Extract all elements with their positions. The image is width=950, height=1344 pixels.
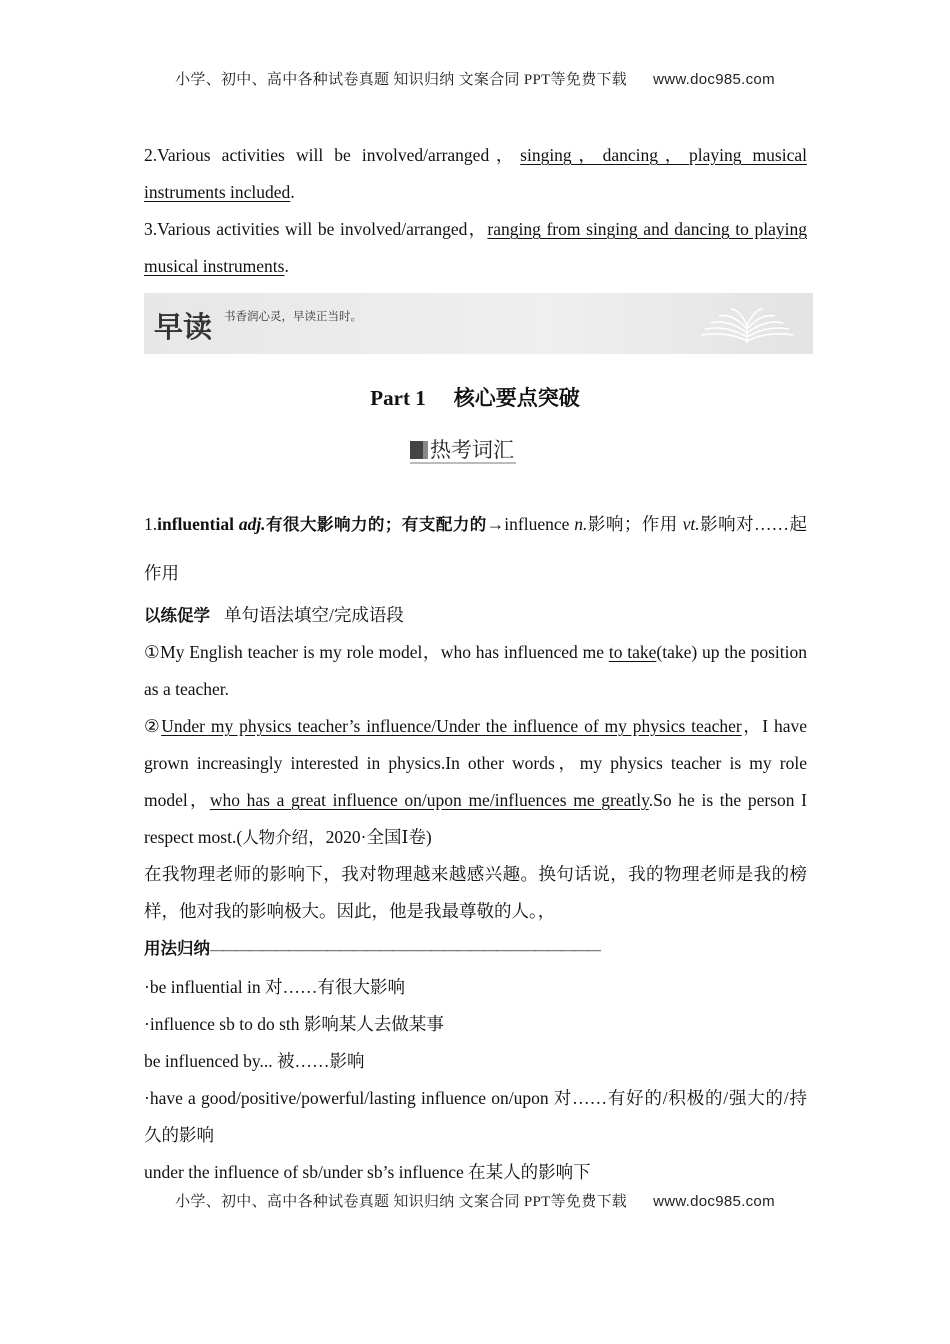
sentence-3 <box>144 211 807 285</box>
usage-item-en: ·influence sb to do sth <box>144 1014 300 1034</box>
sentence-3-prefix: 3.Various activities will be involved/arranged， <box>144 219 488 239</box>
entry-meaning: 有很大影响力的；有支配力的 <box>265 515 487 534</box>
usage-item-zh: 影响某人去做某事 <box>303 1014 444 1034</box>
q2-answer-1: Under my physics teacher’s influence/Under the influence of my physics teacher <box>161 716 742 736</box>
part-label: Part 1 <box>370 386 426 410</box>
related-pos-n: n. <box>574 514 588 534</box>
q2-mark: ② <box>144 716 162 736</box>
usage-dashes: —————————————————————————————— <box>210 943 600 958</box>
footer-site: www.doc985.com <box>653 1193 775 1210</box>
entry-pos: adj. <box>238 514 266 534</box>
usage-item-en: under the influence of sb/under sb’s influence <box>144 1162 464 1182</box>
part-title <box>0 382 950 412</box>
section-marker-icon <box>410 441 426 459</box>
usage-item-en: ·have a good/positive/powerful/lasting influence on/upon <box>144 1088 549 1108</box>
part-heading: 核心要点突破 <box>453 386 580 410</box>
usage-heading <box>144 930 807 969</box>
usage-item-zh: 在某人的影响下 <box>468 1162 591 1182</box>
answer-ranging: ranging from singing and dancing to playing musical instruments <box>144 219 807 276</box>
entry-number: 1. <box>144 514 158 534</box>
practice-heading <box>144 597 807 634</box>
morning-reading-banner <box>144 293 813 354</box>
arrow-icon: → <box>486 514 505 534</box>
usage-item <box>144 1154 807 1191</box>
related-meaning-n: 影响；作用 <box>587 514 678 534</box>
page-footer <box>0 1190 950 1211</box>
q2-close: ) <box>425 827 432 847</box>
q2-translation: 在我物理老师的影响下，我对物理越来越感兴趣。换句话说，我的物理老师是我的榜样，他对我的影响极大。因此，他是我最尊敬的人。， <box>144 864 807 921</box>
usage-item <box>144 1043 807 1080</box>
usage-item-zh: 对……有很大影响 <box>265 977 406 997</box>
related-meaning-vt: 影响对……起作用 <box>144 514 808 583</box>
q2-source: 人物介绍 <box>242 828 309 847</box>
sentence-2-prefix: 2.Various activities will be involved/arranged， <box>144 145 521 165</box>
q1-suffix: (take) up the position as a teacher. <box>144 642 807 699</box>
entry-definition <box>144 500 807 597</box>
usage-item <box>144 969 807 1006</box>
usage-label: 用法归纳 <box>144 939 210 958</box>
q1-answer: to take <box>608 642 657 662</box>
page-header <box>0 68 950 89</box>
usage-item-zh: 被……影响 <box>277 1051 365 1071</box>
q1-prefix: ①My English teacher is my role model，who has influenced me <box>144 642 609 662</box>
header-text: 小学、初中、高中各种试卷真题 知识归纳 文案合同 PPT等免费下载 <box>175 72 628 88</box>
usage-item <box>144 1006 807 1043</box>
vocab-entry-1 <box>144 500 807 1191</box>
usage-item-en: ·be influential in <box>144 977 261 997</box>
related-pos-vt: vt. <box>682 514 700 534</box>
header-site: www.doc985.com <box>653 71 775 88</box>
open-book-icon <box>697 303 797 345</box>
q2-source-year: ，2020·全国Ⅰ卷 <box>308 827 426 847</box>
usage-item <box>144 1080 807 1154</box>
answer-singing: singing， <box>520 145 603 165</box>
sentence-2-end: . <box>290 182 295 202</box>
top-sentences <box>144 137 807 285</box>
q2-middle: ，I have grown increasingly interested in physics.In other words，my physics teacher is my role model， <box>144 716 807 810</box>
sentence-3-end: . <box>284 256 289 276</box>
answer-instruments: playing musical instruments included <box>144 145 807 202</box>
question-2 <box>144 708 807 856</box>
section-heading-text: 热考词汇 <box>430 438 514 462</box>
usage-item-zh: 对……有好的/积极的/强大的/持久的影响 <box>144 1088 808 1145</box>
section-heading <box>410 434 516 464</box>
banner-title: 早读 <box>154 310 213 344</box>
usage-item-en: be influenced by... <box>144 1051 273 1071</box>
entry-word: influential <box>157 514 234 534</box>
question-1 <box>144 634 807 708</box>
q2-answer-2: who has a great influence on/upon me/influences me greatly <box>209 790 649 810</box>
sentence-2 <box>144 137 807 211</box>
practice-label: 以练促学 <box>144 606 210 625</box>
footer-text: 小学、初中、高中各种试卷真题 知识归纳 文案合同 PPT等免费下载 <box>175 1194 628 1210</box>
banner-slogan: 书香润心灵，早读正当时。 <box>224 311 362 323</box>
practice-type: 单句语法填空/完成语段 <box>224 605 404 625</box>
answer-dancing: dancing， <box>602 145 689 165</box>
q2-suffix: .So he is the person I respect most.( <box>144 790 807 847</box>
related-word: influence <box>504 514 570 534</box>
